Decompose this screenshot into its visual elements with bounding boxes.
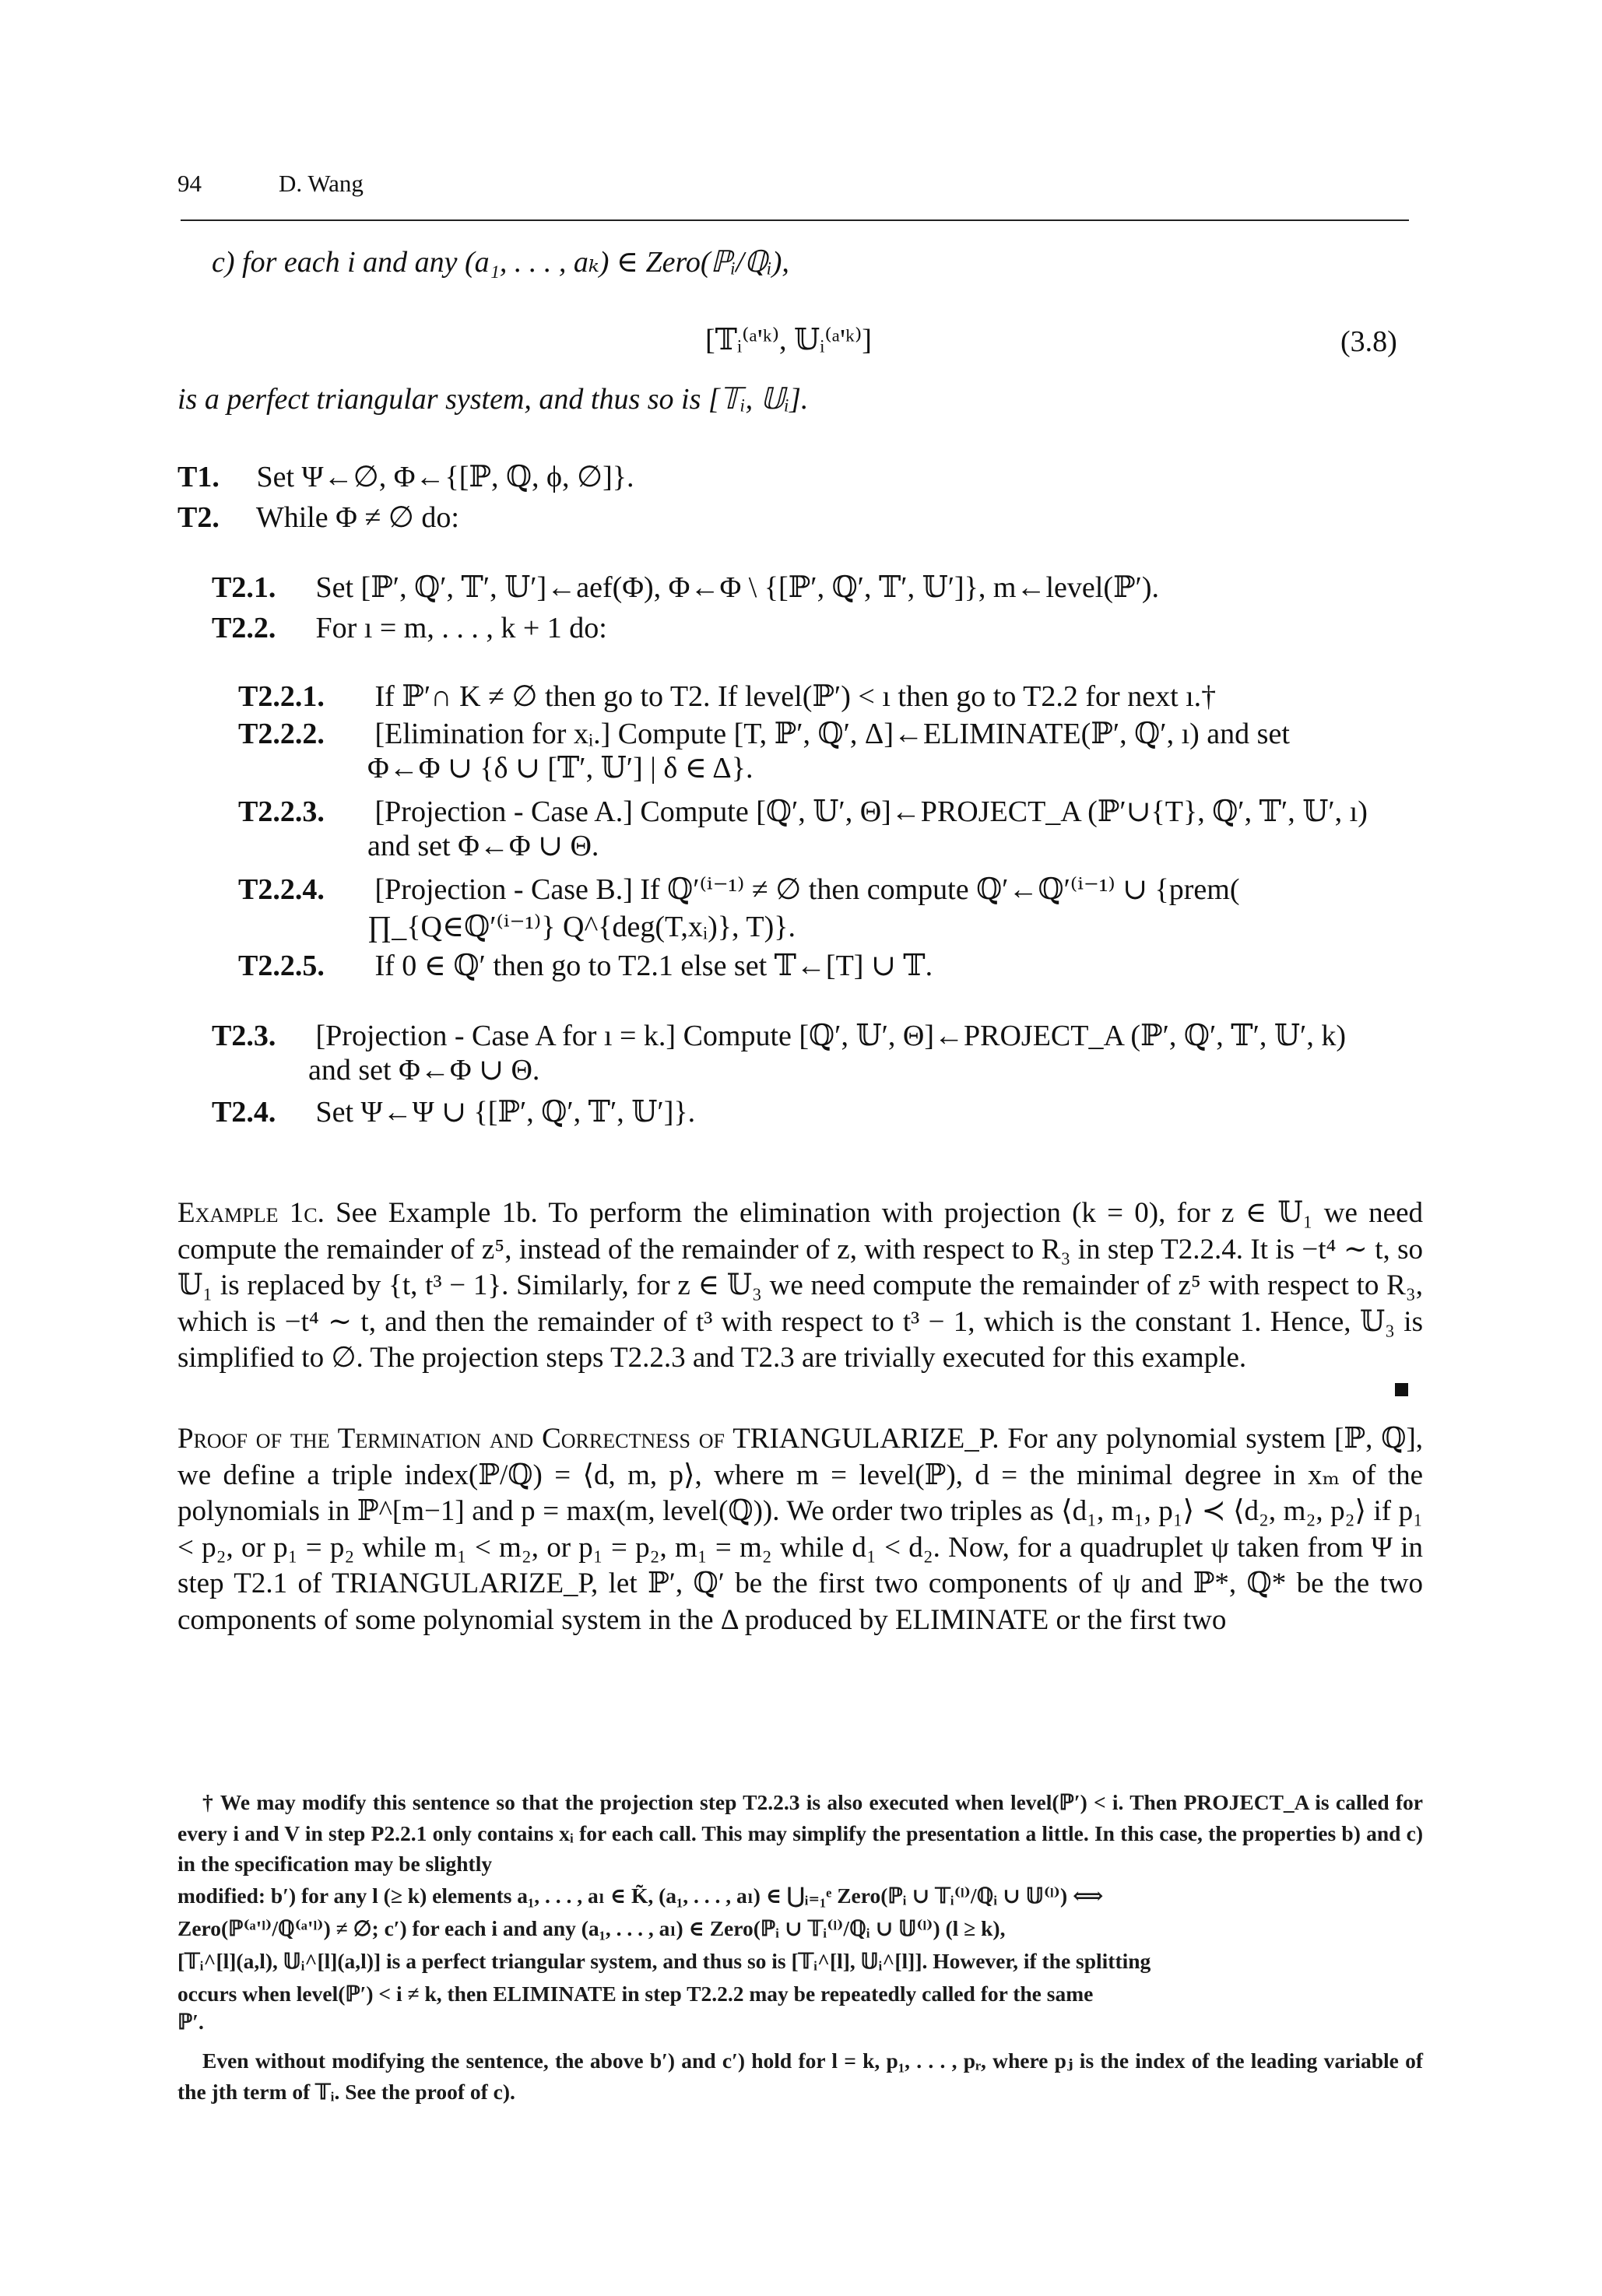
end-of-example-mark (1395, 1383, 1408, 1396)
algorithm-step (238, 951, 933, 981)
footnote-line-8: ℙ′. (177, 2010, 204, 2034)
footnote-line-4: modified: b′) for any l (≥ k) elements a₁, . . . , aₗ ∈ K̃, (a₁, . . . , aₗ) ∈ ⋃ᵢ₌₁ᵉ Zero(ℙᵢ ∪ 𝕋ᵢ⁽ˡ⁾/ℚᵢ ∪ 𝕌⁽ˡ⁾) ⟺ (177, 1883, 1104, 1908)
algorithm-step (238, 797, 1368, 827)
example-paragraph (177, 1195, 1423, 1377)
step-text: While Φ ≠ ∅ do: (255, 501, 459, 534)
step-text: Set [ℙ′, ℚ′, 𝕋′, 𝕌′]←aef(Φ), Φ←Φ \ {[ℙ′, ℚ′, 𝕋′, 𝕌′]}, m←level(ℙ′). (315, 571, 1160, 604)
step-text: Set Ψ←Ψ ∪ {[ℙ′, ℚ′, 𝕋′, 𝕌′]}. (315, 1096, 696, 1129)
step-label: T2.2.1. (238, 680, 325, 713)
footnote-line-6: [𝕋ᵢ^[l](a,l), 𝕌ᵢ^[l](a,l)] is a perfect triangular system, and thus so is [𝕋ᵢ^[l], 𝕌ᵢ^[l]]. However, if the splitting (177, 1949, 1151, 1973)
example-body: See Example 1b. To perform the elimination with projection (k = 0), for z ∈ 𝕌₁ we need compute the remainder of z⁵, instead of the remainder of z, with respect to R₃ in step T2.2.4. It is −t⁴ ∼ t, so 𝕌₁ is replaced by {t, t³ − 1}. Similarly, for z ∈ 𝕌₃ we need compute the remainder of z⁵ with respect to R₃, which is −t⁴ ∼ t, and then the remainder of t³ with respect to t³ − 1, which is the constant 1. Hence, 𝕌₃ is simplified to ∅. The projection steps T2.2.3 and T2.3 are trivially executed for this example. (177, 1197, 1423, 1374)
footnote-line-7: occurs when level(ℙ′) < i ≠ k, then ELIMINATE in step T2.2.2 may be repeatedly called for the same (177, 1982, 1094, 2006)
algorithm-step (212, 613, 607, 643)
step-text: [Projection - Case A.] Compute [ℚ′, 𝕌′, Θ]←PROJECT_A (ℙ′∪{T}, ℚ′, 𝕋′, 𝕌′, ı) (374, 795, 1368, 828)
footnote-marker: † (202, 1790, 215, 1814)
step-text: [Elimination for xᵢ.] Compute [T, ℙ′, ℚ′, Δ]←ELIMINATE(ℙ′, ℚ′, ı) and set (374, 718, 1290, 750)
footnote-line-5: Zero(ℙ⁽ᵃ'ˡ⁾/ℚ⁽ᵃ'ˡ⁾) ≠ ∅; c′) for each i and any (a₁, . . . , aₗ) ∈ Zero(ℙᵢ ∪ 𝕋ᵢ⁽ˡ⁾/ℚᵢ ∪ 𝕌⁽ˡ⁾) (l ≥ k), (177, 1916, 1006, 1940)
step-label: T2.2.5. (238, 950, 325, 982)
proof-body: For any polynomial system [ℙ, ℚ], we define a triple index(ℙ/ℚ) = ⟨d, m, p⟩, where m = level(ℙ), d = the minimal degree in xₘ of the polynomials in ℙ^[m−1] and p = max(m, level(ℚ)). We order two triples as ⟨d₁, m₁, p₁⟩ ≺ ⟨d₂, m₂, p₂⟩ if p₁ < p₂, or p₁ = p₂ while m₁ < m₂, or p₁ = p₂, m₁ = m₂ while d₁ < d₂. Now, for a quadruplet ψ taken from Ψ in step T2.1 of TRIANGULARIZE_P, let ℙ′, ℚ′ be the first two components of ψ and ℙ*, ℚ* be the two components of some polynomial system in the Δ produced by ELIMINATE or the first two (177, 1423, 1424, 1636)
step-text: If ℙ′∩ K ≠ ∅ then go to T2. If level(ℙ′) < ı then go to T2.2 for next ı.† (374, 680, 1217, 713)
running-head-author: D. Wang (279, 170, 364, 197)
proof-paragraph (177, 1421, 1423, 1638)
step-label: T2.2.4. (238, 873, 325, 906)
step-text: If 0 ∈ ℚ′ then go to T2.1 else set 𝕋←[T] ∪ 𝕋. (374, 950, 933, 982)
algorithm-step (238, 875, 1239, 904)
step-label: T2.2.3. (238, 795, 325, 828)
header-rule (181, 219, 1409, 221)
step-label: T2.2.2. (238, 718, 325, 750)
page-number: 94 (177, 170, 202, 197)
footnote-text-1: We may modify this sentence so that the projection step T2.2.3 is also executed when level(ℙ′) < i. Then PROJECT_A is called for every i and V in step P2.2.1 only contains xᵢ for each call. This may simplify the presentation a little. In this case, the properties b) and c) in the specification may be slightly (177, 1790, 1423, 1876)
step-continuation: and set Φ←Φ ∪ Θ. (367, 830, 599, 862)
step-continuation: and set Φ←Φ ∪ Θ. (308, 1054, 540, 1087)
footnote-paragraph-2: Even without modifying the sentence, the above b′) and c′) hold for l = k, p₁, . . . , pᵣ, where pⱼ is the index of the leading variable of the jth term of 𝕋ᵢ. See the proof of c). (177, 2048, 1423, 2104)
step-text: Set Ψ←∅, Φ←{[ℙ, ℚ, ϕ, ∅]}. (256, 461, 634, 493)
footnote-paragraph-1 (177, 1787, 1423, 1880)
step-label: T2.3. (212, 1020, 276, 1052)
step-text: For ı = m, . . . , k + 1 do: (315, 612, 607, 644)
algorithm-step (177, 503, 459, 532)
step-label: T2.1. (212, 571, 276, 604)
algorithm-step (238, 719, 1290, 749)
step-text: [Projection - Case B.] If ℚ′⁽ⁱ⁻¹⁾ ≠ ∅ then compute ℚ′←ℚ′⁽ⁱ⁻¹⁾ ∪ {prem( (374, 873, 1240, 906)
condition-c-intro: c) for each i and any (a₁, . . . , aₖ) ∈ Zero(ℙᵢ/ℚᵢ), (212, 246, 789, 279)
algorithm-step (238, 682, 1216, 711)
step-label: T2.2. (212, 612, 276, 644)
step-continuation: Φ←Φ ∪ {δ ∪ [𝕋′, 𝕌′] | δ ∈ Δ}. (367, 752, 754, 785)
example-heading: Example 1c. (177, 1197, 325, 1229)
algorithm-step (212, 1097, 695, 1127)
equation-3-8: [𝕋ᵢ⁽ᵃ'ᵏ⁾, 𝕌ᵢ⁽ᵃ'ᵏ⁾] (705, 324, 872, 356)
step-continuation: ∏_{Q∈ℚ′⁽ⁱ⁻¹⁾} Q^{deg(T,xᵢ)}, T)}. (367, 911, 796, 943)
equation-number: (3.8) (1340, 325, 1397, 358)
step-label: T2. (177, 501, 220, 534)
step-label: T1. (177, 461, 220, 493)
condition-c-conclusion: is a perfect triangular system, and thus so is [𝕋ᵢ, 𝕌ᵢ]. (177, 383, 809, 416)
proof-heading: Proof of the Termination and Correctness of TRIANGULARIZE_P. (177, 1423, 999, 1455)
algorithm-step (177, 462, 634, 492)
algorithm-step (212, 573, 1159, 602)
step-text: [Projection - Case A for ı = k.] Compute [ℚ′, 𝕌′, Θ]←PROJECT_A (ℙ′, ℚ′, 𝕋′, 𝕌′, k) (315, 1020, 1346, 1052)
step-label: T2.4. (212, 1096, 276, 1129)
algorithm-step (212, 1021, 1346, 1051)
